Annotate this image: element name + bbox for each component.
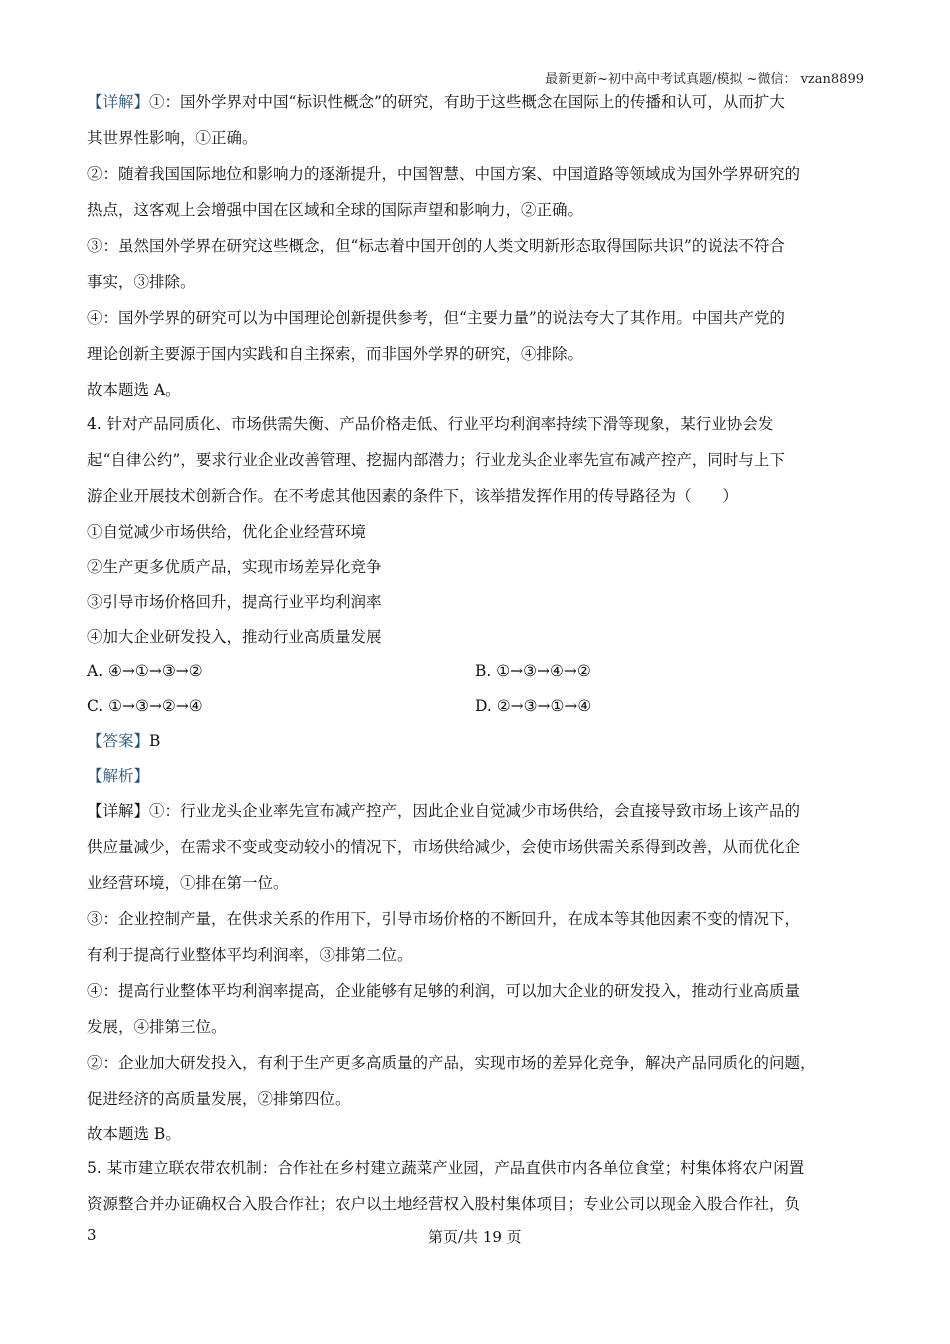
detail2-line-8: ②：企业加大研发投入，有利于生产更多高质量的产品，实现市场的差异化竞争，解决产品同质化的问题，	[87, 1054, 816, 1072]
detail1-line-3: ②：随着我国国际地位和影响力的逐渐提升，中国智慧、中国方案、中国道路等领域成为国外学界研究的	[87, 165, 801, 183]
detail2-conclusion: 故本题选 B。	[87, 1125, 181, 1143]
detail2-text-1: ①：行业龙头企业率先宣布减产控产，因此企业自觉减少市场供给，会直接导致市场上该产品的	[149, 802, 801, 820]
detail2-line-7: 发展，④排第三位。	[87, 1018, 227, 1036]
q4-option-a: A. ④→①→③→②	[87, 662, 203, 680]
q4-stem-line-1: 4. 针对产品同质化、市场供需失衡、产品价格走低、行业平均利润率持续下滑等现象，某行业协会发	[87, 415, 774, 433]
detail1-line-1	[87, 92, 785, 112]
footer-page-number: 3	[87, 1226, 97, 1244]
answer-value: B	[149, 732, 161, 750]
detail1-conclusion: 故本题选 A。	[87, 381, 181, 399]
q5-stem-line-2: 资源整合并办证确权合入股合作社；农户以土地经营权入股村集体项目；专业公司以现金入股合作社，负	[87, 1195, 801, 1213]
detail2-line-5: 有利于提高行业整体平均利润率，③排第二位。	[87, 946, 413, 964]
detail-tag: 【详解】	[87, 93, 150, 111]
q4-item-3: ③引导市场价格回升，提高行业平均利润率	[87, 593, 382, 611]
detail2-line-1	[87, 801, 800, 821]
q4-item-1: ①自觉减少市场供给，优化企业经营环境	[87, 523, 367, 541]
detail2-line-6: ④：提高行业整体平均利润率提高，企业能够有足够的利润，可以加大企业的研发投入，推动行业高质量	[87, 982, 801, 1000]
q4-option-c: C. ①→③→②→④	[87, 697, 203, 715]
q4-answer	[87, 731, 160, 751]
q4-stem-line-3: 游企业开展技术创新合作。在不考虑其他因素的条件下，该举措发挥作用的传导路径为（ ）	[87, 487, 739, 505]
q4-option-b: B. ①→③→④→②	[475, 662, 591, 680]
detail1-text-1: ①：国外学界对中国“标识性概念”的研究，有助于这些概念在国际上的传播和认可，从而扩大	[149, 93, 785, 111]
detail1-line-5: ③：虽然国外学界在研究这些概念，但“标志着中国开创的人类文明新形态取得国际共识”的说法不符合	[87, 237, 785, 255]
detail1-line-4: 热点，这客观上会增强中国在区域和全球的国际声望和影响力，②正确。	[87, 201, 584, 219]
q4-item-2: ②生产更多优质产品，实现市场差异化竞争	[87, 558, 382, 576]
analysis-tag: 【解析】	[87, 767, 150, 785]
detail2-line-2: 供应量减少，在需求不变或变动较小的情况下，市场供给减少，会使市场供需关系得到改善，从而优化企	[87, 838, 801, 856]
header-watermark: 最新更新~初中高中考试真题/模拟 ~微信： vzan8899	[545, 72, 864, 87]
detail1-line-7: ④：国外学界的研究可以为中国理论创新提供参考，但“主要力量”的说法夸大了其作用。中国共产党的	[87, 309, 785, 327]
detail1-line-6: 事实，③排除。	[87, 273, 196, 291]
detail2-line-9: 促进经济的高质量发展，②排第四位。	[87, 1090, 351, 1108]
footer-page-label: 第页/共 19 页	[428, 1228, 522, 1246]
q4-item-4: ④加大企业研发投入，推动行业高质量发展	[87, 628, 382, 646]
answer-tag: 【答案】	[87, 732, 150, 750]
detail2-line-4: ③：企业控制产量，在供求关系的作用下，引导市场价格的不断回升，在成本等其他因素不变的情况下，	[87, 910, 801, 928]
q5-stem-line-1: 5. 某市建立联农带农机制：合作社在乡村建立蔬菜产业园，产品直供市内各单位食堂；村集体将农户闲置	[87, 1159, 805, 1177]
q4-option-d: D. ②→③→①→④	[475, 697, 592, 715]
q4-stem-line-2: 起“自律公约”，要求行业企业改善管理、挖掘内部潜力；行业龙头企业率先宣布减产控产，同时与上下	[87, 451, 785, 469]
detail1-line-2: 其世界性影响，①正确。	[87, 129, 258, 147]
detail2-line-3: 业经营环境，①排在第一位。	[87, 874, 289, 892]
detail1-line-8: 理论创新主要源于国内实践和自主探索，而非国外学界的研究，④排除。	[87, 345, 584, 363]
detail-tag: 【详解】	[87, 802, 150, 820]
